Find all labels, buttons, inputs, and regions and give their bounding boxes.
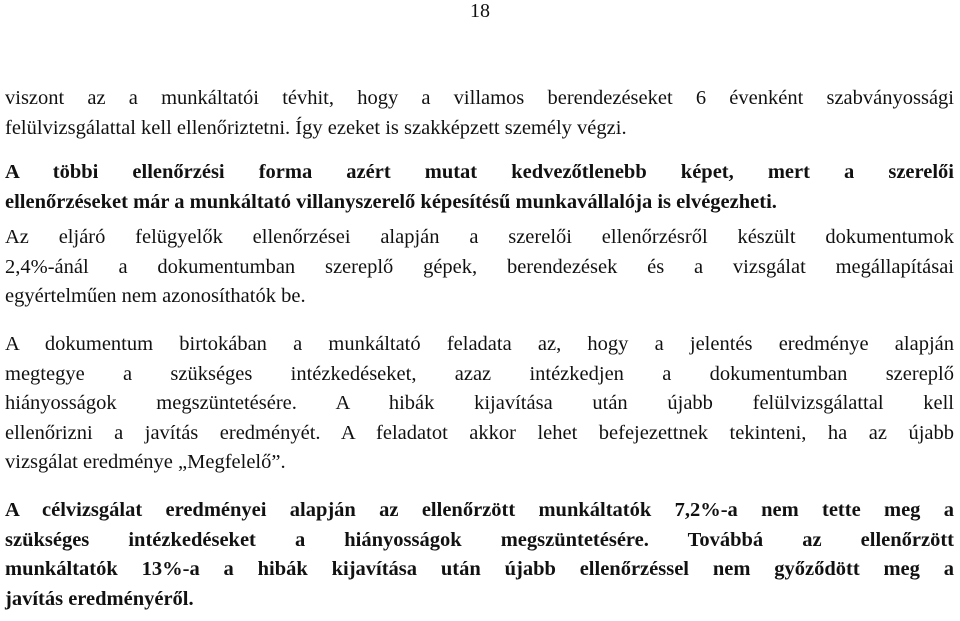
paragraph-line: Az eljáró felügyelők ellenőrzései alapján a szerelői ellenőrzésről készült dokumentumok: [5, 226, 954, 248]
paragraph-line: A többi ellenőrzési forma azért mutat kedvezőtlenebb képet, mert a szerelői: [5, 161, 954, 183]
paragraph-line: javítás eredményéről.: [5, 587, 194, 610]
paragraph-line: A dokumentum birtokában a munkáltató feladata az, hogy a jelentés eredménye alapján: [5, 333, 954, 355]
paragraph-1: [5, 84, 954, 143]
paragraph-line: A célvizsgálat eredményei alapján az ellenőrzött munkáltatók 7,2%-a nem tette meg a: [5, 499, 954, 521]
paragraph-line: 2,4%-ánál a dokumentumban szereplő gépek, berendezések és a vizsgálat megállapításai: [5, 255, 954, 278]
paragraph-5: [5, 496, 954, 614]
paragraph-line: ellenőrzéseket már a munkáltató villanyszerelő képesítésű munkavállalója is elvégezheti.: [5, 190, 777, 213]
paragraph-line: ellenőrizni a javítás eredményét. A feladatot akkor lehet befejezettnek tekinteni, ha az újabb: [5, 421, 954, 444]
paragraph-line: vizsgálat eredménye „Megfelelő”.: [5, 451, 286, 473]
page-number: 18: [470, 0, 490, 22]
paragraph-line: munkáltatók 13%-a a hibák kijavítása után újabb ellenőrzéssel nem győződött meg a: [5, 558, 954, 580]
paragraph-4: [5, 330, 954, 478]
paragraph-line: felülvizsgálattal kell ellenőriztetni. Így ezeket is szakképzett személy végzi.: [5, 116, 627, 139]
paragraph-line: viszont az a munkáltatói tévhit, hogy a villamos berendezéseket 6 évenként szabványossági: [5, 87, 954, 109]
paragraph-line: hiányosságok megszüntetésére. A hibák kijavítása után újabb felülvizsgálattal kell: [5, 392, 954, 414]
paragraph-line: szükséges intézkedéseket a hiányosságok megszüntetésére. Továbbá az ellenőrzött: [5, 528, 954, 551]
paragraph-2: [5, 158, 954, 217]
paragraph-line: megtegye a szükséges intézkedéseket, azaz intézkedjen a dokumentumban szereplő: [5, 362, 954, 385]
paragraph-line: egyértelműen nem azonosíthatók be.: [5, 285, 306, 307]
paragraph-3: [5, 223, 954, 312]
